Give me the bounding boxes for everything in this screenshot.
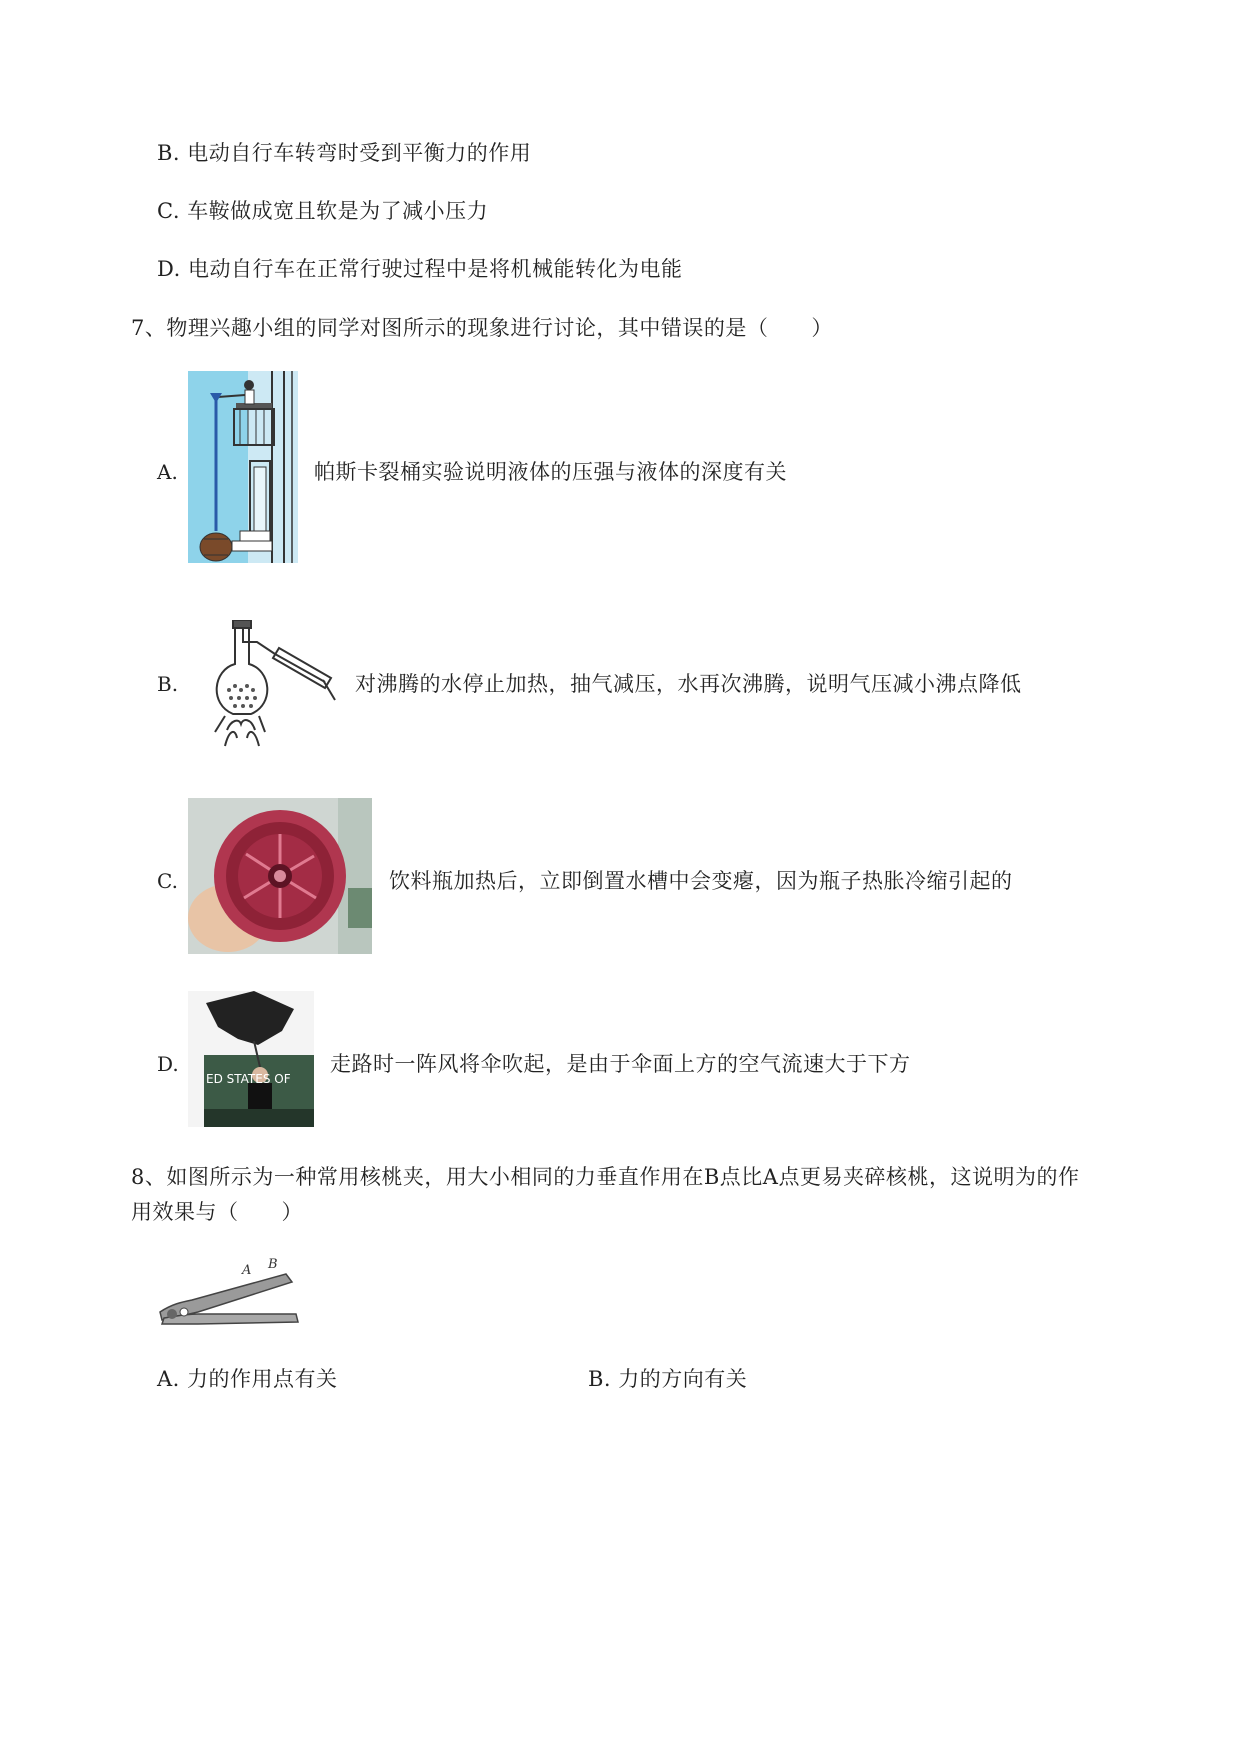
pascal-barrel-figure [188,371,298,563]
option-label: B. [588,1367,612,1391]
q8-stem-line-2: 用效果与（ ） [131,1200,303,1224]
q7-option-b-label: B. [157,672,179,696]
option-text: 电动自行车在正常行驶过程中是将机械能转化为电能 [187,257,683,281]
option-text: 车鞍做成宽且软是为了减小压力 [187,199,489,223]
option-text: 力的方向有关 [618,1367,748,1391]
option-text: 电动自行车转弯时受到平衡力的作用 [187,141,532,165]
q8-option-b [588,1364,747,1394]
q6-option-b [157,138,531,168]
nutcracker-figure [158,1256,303,1332]
q7-stem: 7、物理兴趣小组的同学对图所示的现象进行讨论，其中错误的是（ ） [131,316,833,340]
option-label: C. [157,199,180,223]
option-label: A. [157,1367,180,1391]
q6-option-c [157,196,488,226]
option-label: D. [157,257,181,281]
q6-option-d [157,254,682,284]
q7-option-d-label: D. [157,1052,179,1076]
q8-option-a [157,1364,338,1394]
q7-option-b-text: 对沸腾的水停止加热，抽气减压，水再次沸腾，说明气压减小沸点降低 [355,672,1022,696]
q8-stem-line-1: 8、如图所示为一种常用核桃夹，用大小相同的力垂直作用在B点比A点更易夹碎核桃，这说明为的作 [131,1165,1080,1189]
point-b-label: B [268,1257,278,1272]
umbrella-photo-caption: ED STATES OF [206,1072,291,1086]
q7-option-a-label: A. [157,460,178,484]
q7-option-a-text: 帕斯卡裂桶实验说明液体的压强与液体的深度有关 [314,460,787,484]
flask-syringe-figure [205,620,337,750]
q7-option-d-text: 走路时一阵风将伞吹起，是由于伞面上方的空气流速大于下方 [330,1052,911,1076]
point-a-label: A [242,1263,252,1278]
option-text: 力的作用点有关 [187,1367,338,1391]
q7-option-c-label: C. [157,869,178,893]
option-label: B. [157,141,181,165]
umbrella-photo [188,991,314,1127]
bottle-photo [188,798,372,954]
q7-option-c-text: 饮料瓶加热后，立即倒置水槽中会变瘪，因为瓶子热胀冷缩引起的 [389,869,1013,893]
